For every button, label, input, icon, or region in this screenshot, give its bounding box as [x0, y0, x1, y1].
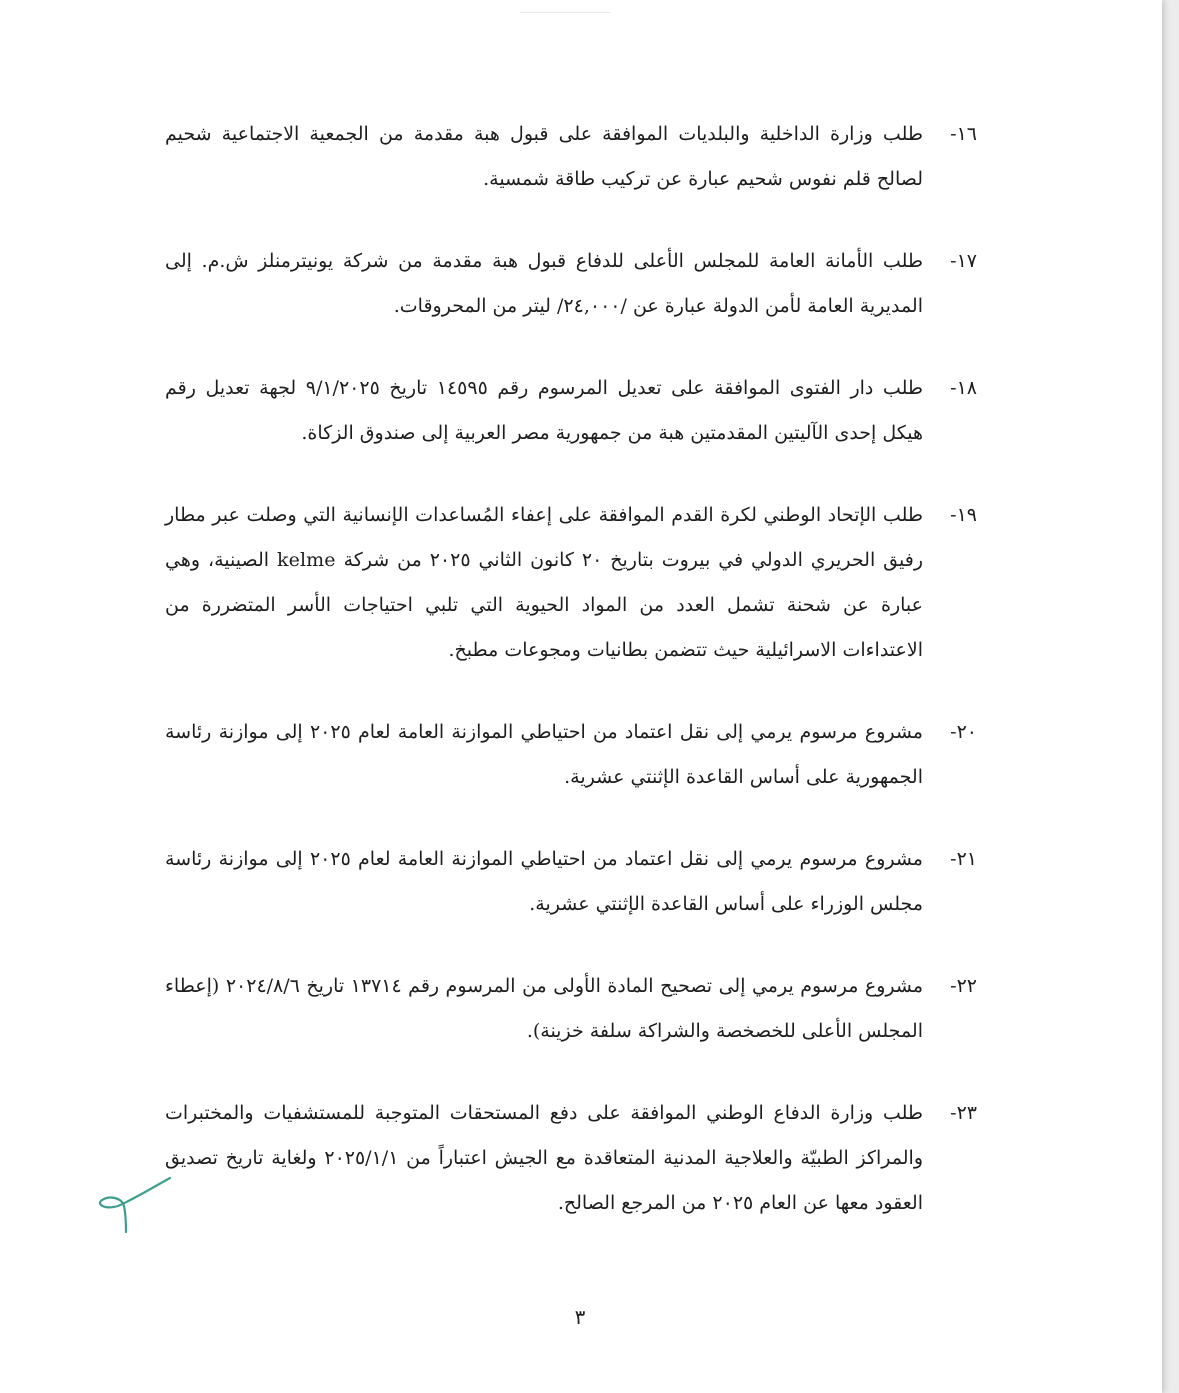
page-number: ٣ [574, 1305, 586, 1329]
agenda-item [165, 239, 977, 329]
agenda-item [165, 1091, 977, 1226]
agenda-item [165, 112, 977, 202]
agenda-item-number: ١٦- [950, 123, 977, 145]
handwritten-signature [92, 1170, 182, 1240]
agenda-item-number: ٢١- [950, 848, 977, 870]
agenda-item-text: طلب الأمانة العامة للمجلس الأعلى للدفاع قبول هبة مقدمة من شركة يونيترمنلز ش.م. إلى المديرية العامة لأمن الدولة عبارة عن /٢٤,٠٠٠/ ليتر من المحروقات. [165, 250, 923, 317]
agenda-item-number: ١٩- [950, 504, 977, 526]
agenda-items-list [165, 112, 977, 1263]
agenda-item-text: مشروع مرسوم يرمي إلى تصحيح المادة الأولى من المرسوم رقم ١٣٧١٤ تاريخ ٢٠٢٤/٨/٦ (إعطاء المجلس الأعلى للخصخصة والشراكة سلفة خزينة). [165, 975, 923, 1042]
agenda-item-number: ١٨- [950, 377, 977, 399]
agenda-item-number: ٢٠- [950, 721, 977, 743]
agenda-item [165, 493, 977, 673]
agenda-item-number: ٢٣- [950, 1102, 977, 1124]
agenda-item-text: طلب الإتحاد الوطني لكرة القدم الموافقة على إعفاء المُساعدات الإنسانية التي وصلت عبر مطار رفيق الحريري الدولي في بيروت بتاريخ ٢٠ كانون الثاني ٢٠٢٥ من شركة kelme الصينية، وهي عبارة عن شحنة تشمل العدد من المواد الحيوية التي تلبي احتياجات الأسر المتضررة من الاعتداءات الاسرائيلية حيث تتضمن بطانيات ومجوعات مطبخ. [165, 504, 924, 661]
agenda-item-text: مشروع مرسوم يرمي إلى نقل اعتماد من احتياطي الموازنة العامة لعام ٢٠٢٥ إلى موازنة رئاسة مجلس الوزراء على أساس القاعدة الإثنتي عشرية. [165, 848, 923, 915]
agenda-item-text: طلب وزارة الدفاع الوطني الموافقة على دفع المستحقات المتوجبة للمستشفيات والمختبرات والمراكز الطبيّة والعلاجية المدنية المتعاقدة مع الجيش اعتباراً من ٢٠٢٥/١/١ ولغاية تاريخ تصديق العقود معها عن العام ٢٠٢٥ من المرجع الصالح. [165, 1102, 923, 1214]
agenda-item-number: ٢٢- [950, 975, 977, 997]
agenda-item-number: ١٧- [950, 250, 977, 272]
agenda-item [165, 964, 977, 1054]
page-top-edge-mark [520, 0, 610, 13]
agenda-item-text: مشروع مرسوم يرمي إلى نقل اعتماد من احتياطي الموازنة العامة لعام ٢٠٢٥ إلى موازنة رئاسة الجمهورية على أساس القاعدة الإثنتي عشرية. [165, 721, 923, 788]
agenda-item [165, 837, 977, 927]
agenda-item [165, 366, 977, 456]
agenda-item [165, 710, 977, 800]
agenda-item-text: طلب وزارة الداخلية والبلديات الموافقة على قبول هبة مقدمة من الجمعية الاجتماعية شحيم لصالح قلم نفوس شحيم عبارة عن تركيب طاقة شمسية. [165, 123, 923, 190]
agenda-item-text: طلب دار الفتوى الموافقة على تعديل المرسوم رقم ١٤٥٩٥ تاريخ ٩/١/٢٠٢٥ لجهة تعديل رقم هيكل إحدى الآليتين المقدمتين هبة من جمهورية مصر العربية إلى صندوق الزكاة. [165, 377, 924, 444]
